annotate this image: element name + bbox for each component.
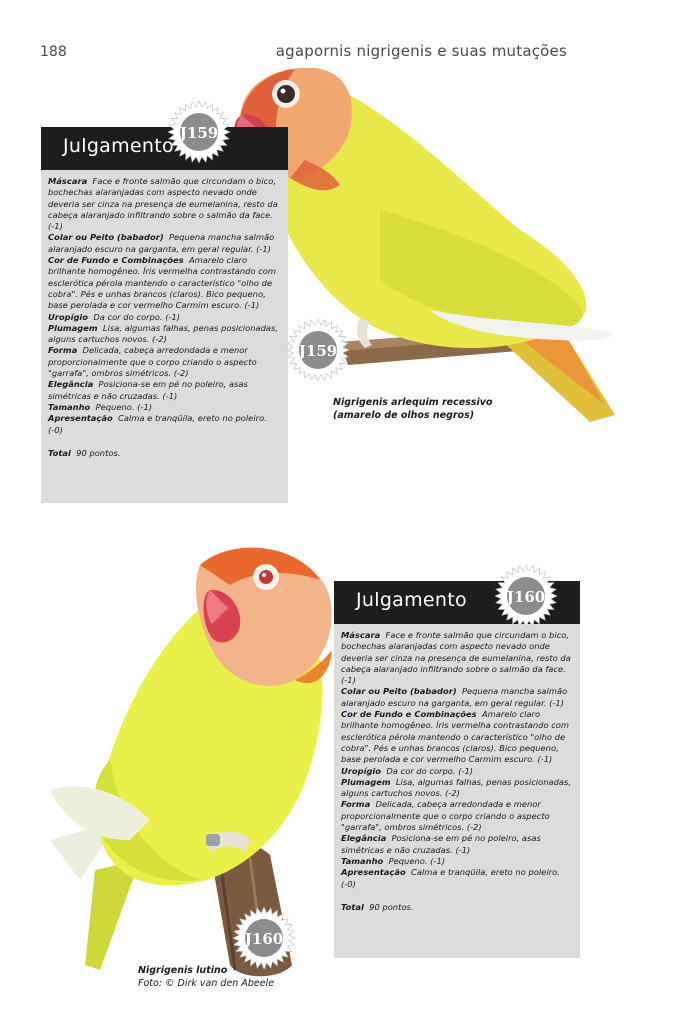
criterion-uropigio: Uropígio Da cor do corpo. (-1) bbox=[48, 311, 181, 322]
criterion-plumagem: Plumagem Lisa, algumas falhas, penas posicionadas, alguns cartuchos novos. (-2) bbox=[48, 322, 279, 345]
photo-credit: Foto: © Dirk van den Abeele bbox=[138, 978, 275, 989]
judging-box-top bbox=[41, 127, 288, 503]
criterion-apresentacao: Apresentação Calma e tranqüila, ereto no poleiro. (-0) bbox=[48, 413, 267, 435]
svg-text:J160: J160 bbox=[244, 930, 284, 948]
caption-line-1: Nigrigenis lutino bbox=[138, 965, 228, 976]
criterion-cor-de-fundo: Cor de Fundo e Combinações Amarelo claro brilhante homogêneo. Íris vermelha contrastando com esclerótica pérola mantendo o característico "olho de cobra". Pés e unhas brancos (claros). Bico pequeno, base perolada e cor vermelho Carmim escuro. (-1) bbox=[48, 255, 277, 311]
criterion-apresentacao: Apresentação Calma e tranqüila, ereto no poleiro. (-0) bbox=[341, 867, 560, 889]
criterion-tamanho: Tamanho Pequeno. (-1) bbox=[48, 401, 153, 412]
badge-j159-box bbox=[167, 100, 231, 164]
judging-title: Julgamento bbox=[356, 589, 467, 611]
criterion-elegancia: Elegância Posiciona-se em pé no poleiro, asas simétricas e não cruzadas. (-1) bbox=[341, 833, 541, 855]
svg-text:J160: J160 bbox=[506, 588, 546, 606]
running-title: agapornis nigrigenis e suas mutações bbox=[275, 42, 567, 60]
criterion-forma: Forma Delicada, cabeça arredondada e menor proporcionalmente que o corpo criando o aspecto "garrafa", ombros simétricos. (-2) bbox=[48, 345, 257, 379]
criterion-forma: Forma Delicada, cabeça arredondada e menor proporcionalmente que o corpo criando o aspecto "garrafa", ombros simétricos. (-2) bbox=[341, 799, 550, 833]
criterion-elegancia: Elegância Posiciona-se em pé no poleiro, asas simétricas e não cruzadas. (-1) bbox=[48, 379, 248, 401]
criterion-mascara: Máscara Face e fronte salmão que circundam o bico, bochechas alaranjadas com aspecto nevado onde deveria ser cinza na presença de eumelanina, resto da cabeça alaranjado infiltrando sobre o salmão da face. (-1) bbox=[48, 176, 278, 232]
judging-criteria bbox=[48, 176, 282, 459]
caption-line-2: (amarelo de olhos negros) bbox=[333, 410, 475, 421]
caption-harlequin bbox=[333, 396, 492, 422]
page-number: 188 bbox=[40, 44, 67, 60]
criterion-mascara: Máscara Face e fronte salmão que circundam o bico, bochechas alaranjadas com aspecto nevado onde deveria ser cinza na presença de eumelanina, resto da cabeça alaranjado infiltrando sobre o salmão da face. (-1) bbox=[341, 630, 571, 686]
judging-criteria bbox=[341, 630, 574, 913]
criterion-cor-de-fundo: Cor de Fundo e Combinações Amarelo claro brilhante homogêneo. Íris vermelha contrastando com esclerótica pérola mantendo o característico "olho de cobra". Pés e unhas brancos (claros). Bico pequeno, base perolada e cor vermelho Carmim escuro. (-1) bbox=[341, 709, 570, 765]
svg-text:J159: J159 bbox=[179, 124, 219, 142]
judging-title: Julgamento bbox=[63, 135, 174, 157]
criterion-plumagem: Plumagem Lisa, algumas falhas, penas posicionadas, alguns cartuchos novos. (-2) bbox=[341, 776, 572, 799]
criterion-colar: Colar ou Peito (babador) Pequena mancha salmão alaranjado escuro na garganta, em geral regular. (-1) bbox=[48, 232, 275, 254]
judging-total: Total 90 pontos. bbox=[341, 901, 414, 912]
caption-line-1: Nigrigenis arlequim recessivo bbox=[333, 397, 493, 408]
criterion-uropigio: Uropígio Da cor do corpo. (-1) bbox=[341, 765, 474, 776]
criterion-tamanho: Tamanho Pequeno. (-1) bbox=[341, 855, 446, 866]
badge-j159-photo bbox=[286, 318, 350, 382]
badge-j160-box bbox=[494, 564, 558, 628]
badge-j160-photo bbox=[232, 906, 296, 970]
judging-box-bottom bbox=[334, 581, 580, 958]
criterion-colar: Colar ou Peito (babador) Pequena mancha salmão alaranjado escuro na garganta, em geral regular. (-1) bbox=[341, 686, 568, 708]
judging-total: Total 90 pontos. bbox=[48, 447, 121, 458]
judging-box-header bbox=[41, 127, 288, 170]
svg-text:J159: J159 bbox=[298, 342, 338, 360]
caption-lutino bbox=[138, 964, 274, 990]
